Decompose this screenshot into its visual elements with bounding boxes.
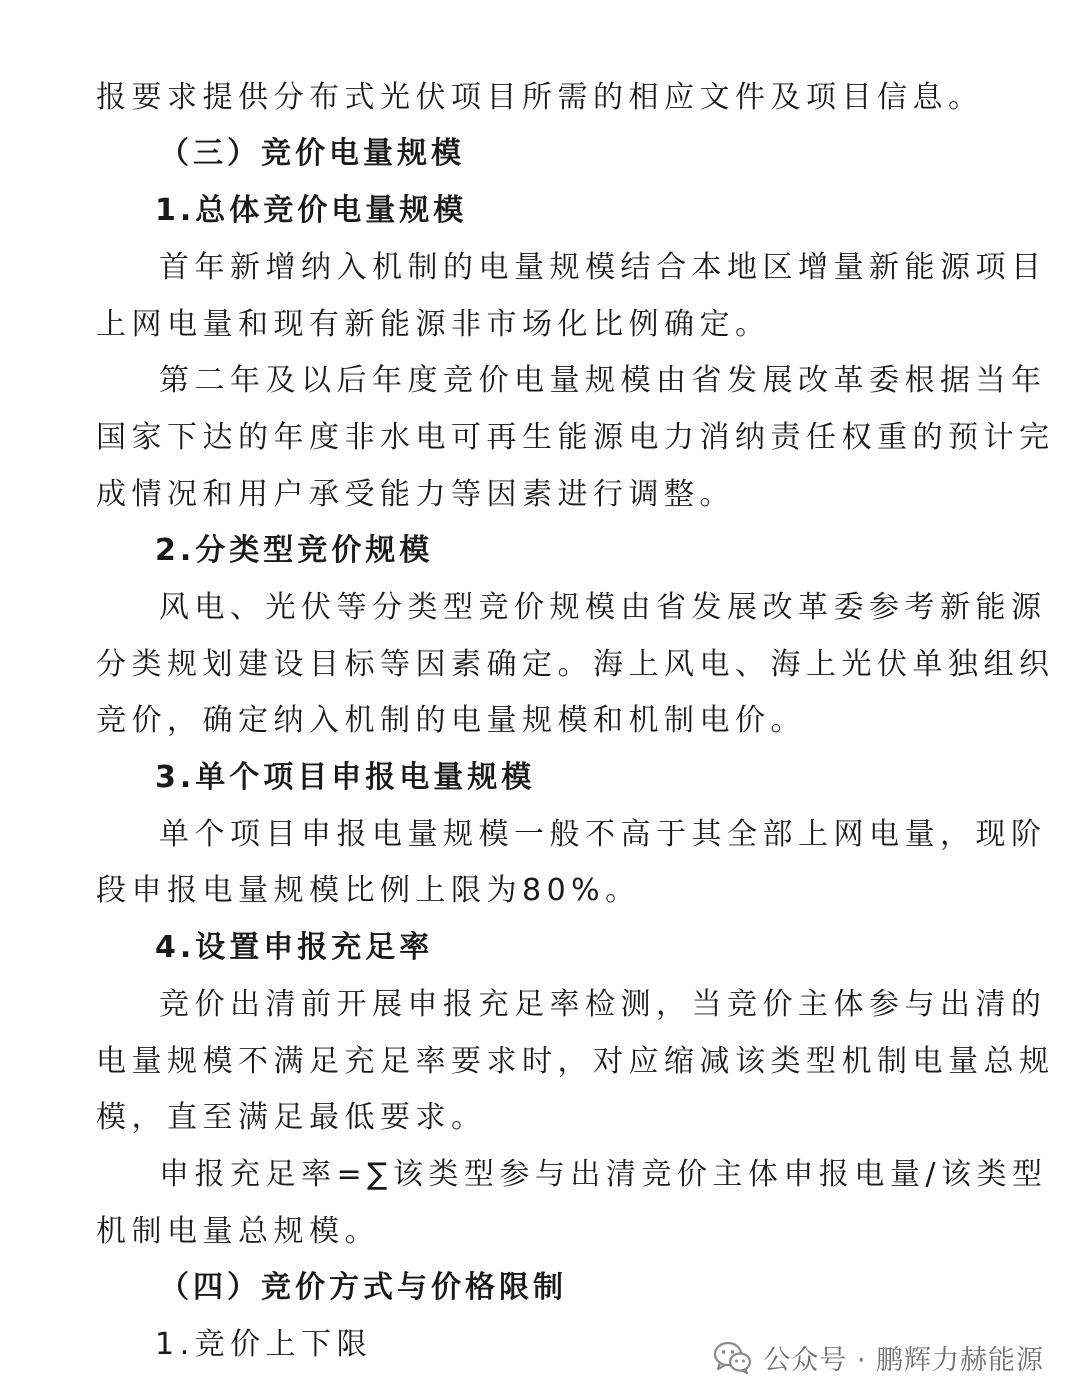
paragraph-line: 首年新增纳入机制的电量规模结合本地区增量新能源项目 bbox=[159, 250, 1047, 285]
paragraph-line: 竞价，确定纳入机制的电量规模和机制电价。 bbox=[96, 703, 806, 738]
section-heading: （三）竞价电量规模 bbox=[159, 136, 465, 171]
paragraph-line: 上网电量和现有新能源非市场化比例确定。 bbox=[96, 307, 771, 342]
paragraph-line: 电量规模不满足充足率要求时，对应缩减该类型机制电量总规 bbox=[96, 1044, 1055, 1079]
watermark-text: 公众号 · 鹏辉力赫能源 bbox=[763, 1345, 1044, 1376]
paragraph-line: 成情况和用户承受能力等因素进行调整。 bbox=[96, 477, 735, 512]
subsection-heading: 1.总体竞价电量规模 bbox=[155, 193, 468, 228]
subsection-heading: 1.竞价上下限 bbox=[155, 1327, 373, 1362]
subsection-heading: 3.单个项目申报电量规模 bbox=[155, 760, 536, 795]
subsection-heading: 4.设置申报充足率 bbox=[155, 930, 434, 965]
paragraph-line: 国家下达的年度非水电可再生能源电力消纳责任权重的预计完 bbox=[96, 420, 1055, 455]
paragraph-line: 机制电量总规模。 bbox=[96, 1214, 380, 1249]
watermark bbox=[713, 1338, 1044, 1377]
paragraph-line: 风电、光伏等分类型竞价规模由省发展改革委参考新能源 bbox=[159, 590, 1047, 625]
paragraph-line: 竞价出清前开展申报充足率检测，当竞价主体参与出清的 bbox=[159, 987, 1047, 1022]
paragraph-line: 段申报电量规模比例上限为80%。 bbox=[96, 873, 641, 908]
section-heading: （四）竞价方式与价格限制 bbox=[159, 1270, 567, 1305]
paragraph-line: 报要求提供分布式光伏项目所需的相应文件及项目信息。 bbox=[96, 80, 984, 115]
paragraph-line: 第二年及以后年度竞价电量规模由省发展改革委根据当年 bbox=[159, 363, 1047, 398]
paragraph-line: 分类规划建设目标等因素确定。海上风电、海上光伏单独组织 bbox=[96, 647, 1055, 682]
paragraph-line: 模，直至满足最低要求。 bbox=[96, 1100, 487, 1135]
wechat-icon bbox=[713, 1340, 753, 1376]
paragraph-line: 单个项目申报电量规模一般不高于其全部上网电量，现阶 bbox=[159, 817, 1047, 852]
subsection-heading: 2.分类型竞价规模 bbox=[155, 533, 434, 568]
paragraph-line: 申报充足率=∑该类型参与出清竞价主体申报电量/该类型 bbox=[159, 1157, 1048, 1192]
